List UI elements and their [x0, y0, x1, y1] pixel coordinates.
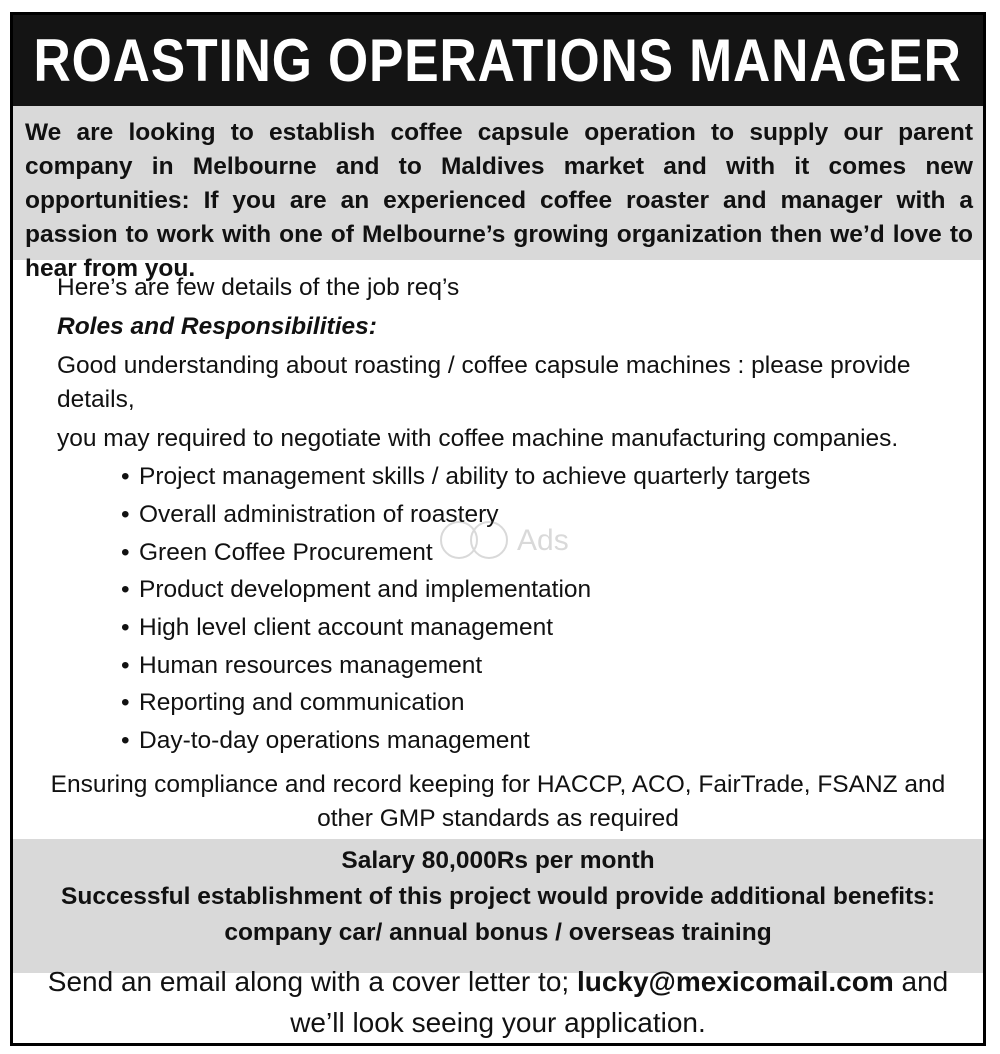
- watermark-text: Ads: [517, 524, 569, 557]
- list-item: • Project management skills / ability to achieve quarterly targets: [121, 463, 811, 490]
- roles-text-line-2: details,: [57, 386, 135, 413]
- list-item: • High level client account management: [121, 614, 554, 641]
- roles-text-line-1: Good understanding about roasting / coffee capsule machines : please provide: [57, 352, 911, 379]
- salary-line: Salary 80,000Rs per month: [341, 847, 655, 874]
- details-intro: Here’s are few details of the job req’s: [57, 274, 460, 301]
- bullet-icon: •: [121, 689, 130, 716]
- intro-paragraph: We are looking to establish coffee capsule operation to supply our parent company in Melbourne and to Maldives market and with it comes new opportunities: If you are an experienced coffee roaster and manager with a passion to work with one of Melbourne’s growing organization then we’d love to hear from you.: [25, 119, 973, 282]
- bullet-icon: •: [121, 539, 130, 566]
- bullet-icon: •: [121, 652, 130, 679]
- job-advertisement: [10, 12, 986, 1046]
- watermark-logo: [437, 505, 587, 575]
- salary-section: [13, 839, 983, 973]
- bullet-icon: •: [121, 576, 130, 603]
- compliance-line-1: Ensuring compliance and record keeping for HACCP, ACO, FairTrade, FSANZ and: [50, 771, 946, 798]
- list-item: • Reporting and communication: [121, 689, 465, 716]
- contact-suffix: and: [901, 966, 949, 997]
- contact-prefix: Send an email along with a cover letter to;: [47, 966, 570, 997]
- bullet-icon: •: [121, 463, 130, 490]
- list-item: • Green Coffee Procurement: [121, 539, 433, 566]
- contact-line-2: we’ll look seeing your application.: [290, 1007, 706, 1038]
- list-item: • Product development and implementation: [121, 576, 592, 603]
- contact-line-1: [13, 966, 983, 998]
- benefits-line-1: Successful establishment of this project would provide additional benefits:: [61, 883, 935, 910]
- list-item: • Overall administration of roastery: [121, 501, 499, 528]
- bullet-icon: •: [121, 614, 130, 641]
- list-item: • Day-to-day operations management: [121, 727, 530, 754]
- roles-heading: Roles and Responsibilities:: [57, 313, 377, 340]
- title-banner: [13, 15, 983, 106]
- compliance-line-2: other GMP standards as required: [317, 805, 679, 832]
- bullet-icon: •: [121, 501, 130, 528]
- list-item: • Human resources management: [121, 652, 483, 679]
- email-link[interactable]: lucky@mexicomail.com: [576, 966, 894, 997]
- benefits-line-2: company car/ annual bonus / overseas training: [224, 919, 772, 946]
- roles-text-line-3: you may required to negotiate with coffee machine manufacturing companies.: [57, 425, 899, 452]
- bullet-icon: •: [121, 727, 130, 754]
- job-title: ROASTING OPERATIONS MANAGER: [33, 27, 963, 94]
- intro-section: [13, 106, 983, 282]
